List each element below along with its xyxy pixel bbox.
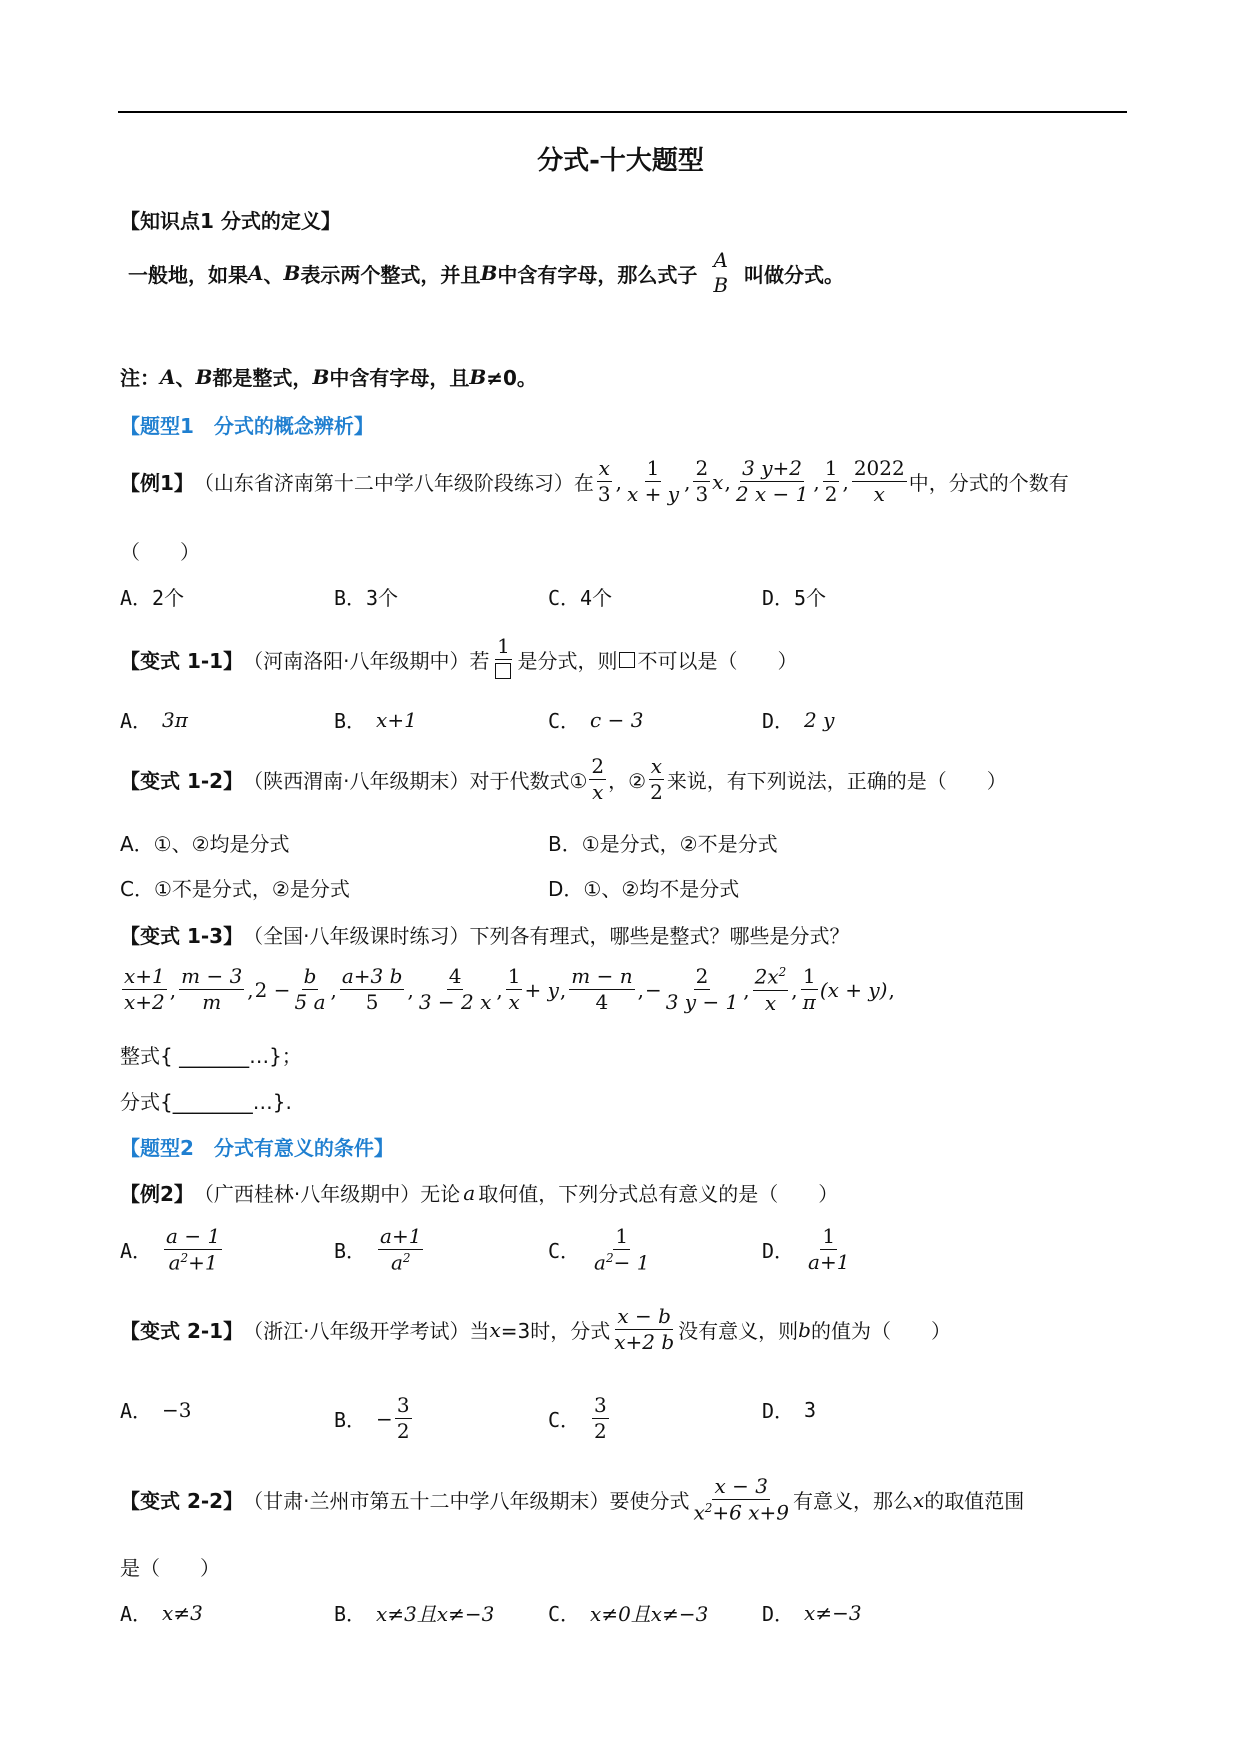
fraction: $\frac{x}{2}$	[650, 754, 663, 804]
option-d[interactable]: D． 2 y	[762, 707, 835, 733]
variant-2-2-paren: 是（ ）	[120, 1556, 220, 1580]
page-title: 分式-十大题型	[537, 146, 704, 176]
fraction: $\frac{x}{3}$	[597, 456, 611, 506]
option-b[interactable]: B． x+1	[334, 707, 417, 733]
option-c[interactable]: C． x≠0且x≠−3	[548, 1602, 709, 1626]
fraction: 1	[491, 636, 515, 683]
example-2: 【例2】 （广西桂林·八年级期中）无论 a 取何值，下列分式总有意义的是（ ）	[120, 1180, 839, 1206]
fenshi-answer[interactable]: 分式{________…}.	[120, 1090, 292, 1114]
type1-heading: 【题型1 分式的概念辨析】	[120, 414, 374, 438]
option-a[interactable]: A．2个	[120, 586, 185, 610]
square-icon	[619, 652, 635, 668]
example-1: 【例1】 （山东省济南第十二中学八年级阶段练习）在 $\frac{x}{3}$ , $\frac{1}{x + y}$ , $\frac{2}{3}$ x , $\frac{3 y+2}{2 x - 1}$ , $\frac{1}{2}$ , $\frac{2022}{x}$ 中，分式的个数有	[120, 456, 1069, 506]
option-c[interactable]: C．①不是分式，②是分式	[120, 877, 350, 901]
option-d[interactable]: D． $\frac{1}{a+1}$	[762, 1224, 850, 1274]
option-b[interactable]: B．3个	[334, 586, 399, 610]
option-c[interactable]: C．4个	[548, 586, 613, 610]
fraction: $\frac{2}{x}$	[591, 754, 605, 804]
variant-1-2: 【变式 1-2】 （陕西渭南·八年级期末）对于代数式① $\frac{2}{x}$ ，② $\frac{x}{2}$ 来说，有下列说法，正确的是（ ）	[120, 754, 1007, 804]
fraction: $\frac{3 y+2}{2 x - 1}$	[735, 456, 809, 506]
variant-2-1: 【变式 2-1】 （浙江·八年级开学考试）当 x =3时，分式 $\frac{x - b}{x+2 b}$ 没有意义，则 b 的值为（ ）	[120, 1304, 951, 1354]
type2-heading: 【题型2 分式有意义的条件】	[120, 1136, 394, 1160]
kp1-note: 注： A 、 B 都是整式， B 中含有字母，且 B ≠0。	[120, 364, 537, 390]
option-d[interactable]: D．5个	[762, 586, 827, 610]
option-b[interactable]: B． x≠3且x≠−3	[334, 1602, 495, 1626]
zhengshi-answer[interactable]: 整式{ _______…}；	[120, 1044, 302, 1068]
variant-1-1: 【变式 1-1】 （河南洛阳·八年级期中）若 1 是分式，则 不可以是（ ）	[120, 636, 797, 683]
fraction-a-over-b: A B	[713, 248, 729, 297]
option-b[interactable]: B． $\frac{a+1}{a^2}$	[334, 1224, 422, 1275]
option-a[interactable]: A． −3	[120, 1397, 192, 1423]
option-a[interactable]: A．①、②均是分式	[120, 832, 290, 856]
option-d[interactable]: D．①、②均不是分式	[548, 877, 740, 901]
option-d[interactable]: D． x≠−3	[762, 1600, 862, 1626]
top-rule	[118, 111, 1127, 113]
fraction: $\frac{1}{x + y}$	[627, 456, 680, 506]
fraction: $\frac{1}{2}$	[824, 456, 838, 506]
kp1-definition: 一般地，如果 A 、 B 表示两个整式，并且 B 中含有字母，那么式子 A B 叫做分式。	[128, 248, 845, 297]
option-a[interactable]: A． 3π	[120, 707, 188, 733]
fraction: $\frac{2022}{x}$	[853, 456, 905, 506]
option-c[interactable]: C． $\frac{3}{2}$	[548, 1393, 607, 1443]
option-c[interactable]: C． c − 3	[548, 707, 644, 733]
variant-1-3-expressions: $\frac{x+1}{x+2}$ , $\frac{m - 3}{m}$ , 2 − $\frac{b}{5 a}$ , $\frac{a+3 b}{5}$ , $\frac{4}{3 - 2 x}$ , $\frac{1}{x}$ + y , $\frac{m - n}{4}$ , − $\frac{2}{3 y - 1}$ , $\frac{2x^2}{x}$ , $\frac{1}{\pi}$ (x + y) ,	[124, 964, 895, 1015]
option-b[interactable]: B．①是分式，②不是分式	[548, 832, 778, 856]
kp1-heading: 【知识点1 分式的定义】	[120, 209, 341, 233]
variant-2-2: 【变式 2-2】 （甘肃·兰州市第五十二中学八年级期末）要使分式 $\frac{x - 3}{x^2+6 x+9}$ 有意义，那么 x 的取值范围	[120, 1474, 1025, 1525]
option-a[interactable]: A． x≠3	[120, 1600, 203, 1626]
variant-1-3: 【变式 1-3】 （全国·八年级课时练习）下列各有理式，哪些是整式？哪些是分式？	[120, 924, 850, 948]
option-b[interactable]: B． − $\frac{3}{2}$	[334, 1393, 410, 1443]
option-a[interactable]: A． $\frac{a - 1}{a^2+1}$	[120, 1224, 221, 1275]
option-c[interactable]: C． $\frac{1}{a^2- 1}$	[548, 1224, 650, 1275]
option-d[interactable]: D． 3	[762, 1397, 817, 1423]
square-icon	[495, 663, 511, 679]
example-1-paren: （ ）	[120, 540, 200, 564]
fraction: $\frac{2}{3}$	[695, 456, 709, 506]
